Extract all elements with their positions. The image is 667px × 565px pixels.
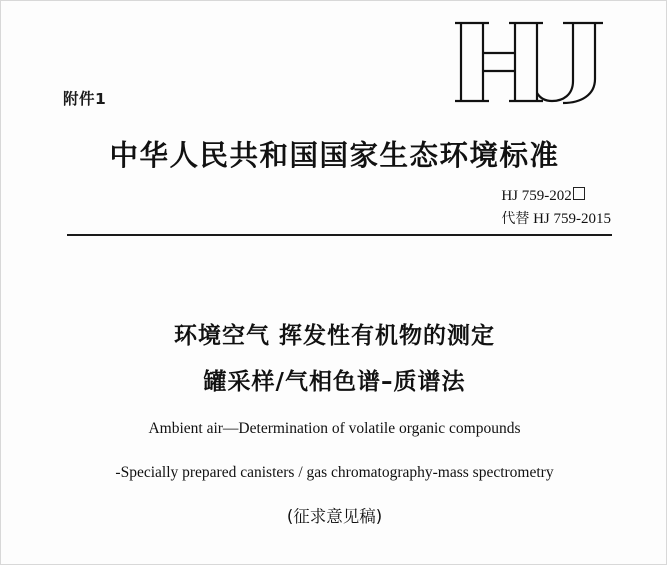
standard-number: HJ 759-202 — [501, 188, 572, 204]
hj-logo-icon — [453, 19, 603, 105]
replaces-prefix: 代替 — [501, 210, 530, 227]
standard-organization-title: 中华人民共和国国家生态环境标准 — [109, 139, 560, 172]
document-status-label: (征求意见稿) — [286, 507, 383, 526]
document-title-en-line1: Ambient air—Determination of volatile organic compounds — [148, 420, 521, 437]
document-title-en-line2: -Specially prepared canisters / gas chromatography-mass spectrometry — [115, 464, 554, 481]
standard-number-line — [501, 185, 611, 208]
document-title-cn-line1: 环境空气 挥发性有机物的测定 — [173, 323, 495, 349]
attachment-label: 附件1 — [63, 90, 107, 108]
standard-code-block — [501, 185, 611, 230]
standard-number-placeholder-box — [573, 187, 585, 200]
document-title-cn-line2: 罐采样/气相色谱–质谱法 — [203, 369, 466, 395]
replaces-standard-number: HJ 759-2015 — [533, 210, 611, 227]
header-divider — [67, 234, 612, 236]
standard-replaces-line — [501, 208, 611, 231]
